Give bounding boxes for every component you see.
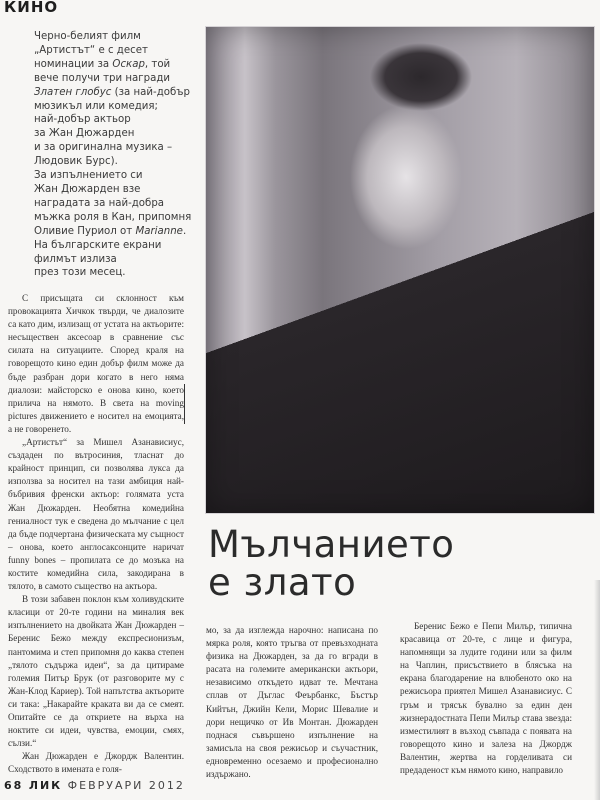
lead-line: за Жан Дюжарден xyxy=(34,128,135,140)
lead-line: Златен глобус (за най-добър xyxy=(34,86,190,98)
paragraph: мо, за да изглежда нарочно: написана по мярка роля, която тръгва от превъзходната физика на Дюжарден, за да го вгради в расата на големите американски актьори, независимо откъдето идват те. Мечтана сплав от Дъглас Феърбанкс, Бъстър Кийтън, Джийн Кели, Морис Шевалие и дори нещичко от Ив Монтан. Дюжарден поднася съвършено изпълнение на замисъла на своя режисьор и съучастник, едновременно осезаемо и професионално издържано. xyxy=(206,625,378,780)
lead-line: най-добър актьор xyxy=(34,114,131,126)
paragraph: Жан Дюжарден е Джордж Валентин. Сходството в имената е голя- xyxy=(8,751,184,775)
section-label: КИНО xyxy=(4,0,59,16)
paragraph: „Артистът“ за Мишел Азанависиус, създаден по вътросиния, тласнат до крайност принцип, си позволява лукса да използва за носител на тази амбиция най-бъбривия френски актьор: голямата уста Жан Дюжарден. Необятна комедийна гениалност тук е сведена до мълчание с цел да бъде подчертана физическата му същност – онова, което англосаксонците наричат funny bones – пропилата се до мозъка на костите комедийна сила, закодирана в тялото, в самото същество на актьора. xyxy=(8,437,184,592)
paragraph: С присъщата си склонност към провокацията Хичкок твърди, че диалозите са като дим, излизащ от устата на актьорите: несъществен аксесоар в сравнение със силата на ситуациите. Според краля на говорещото кино един добър филм може да бъде разбран дори когато в него няма диалози: майсторско е онова кино, което прилича на нямото. В света на moving pictures движението е носител на емоцията, а не говоренето. xyxy=(8,293,184,434)
paragraph: Беренис Бежо е Пепи Милър, типична красавица от 20-те, с лице и фигура, напомнящи за лудите години или за филм на Чаплин, присъствието в блясъка на екрана благодарение на влюбеното око на режисьора приятел Мишел Азанависиус. С гръм и трясък бувално за един ден жизнерадостната Пепи Милър става звезда: изместилият в възход съвпада с появата на говорещото кино и залеза на Джордж Валентин, жертва на горделивата си предаденост към нямото кино, направило xyxy=(400,621,572,776)
lead-line: На българските екрани xyxy=(34,239,162,251)
lead-line: Черно-белият филм xyxy=(34,31,141,42)
magazine-name: ЛИК xyxy=(28,779,63,792)
article-column-3 xyxy=(400,620,572,777)
lead-line: Жан Дюжарден взе xyxy=(34,183,141,195)
lead-line: наградата за най-добра xyxy=(34,197,165,209)
article-column-1 xyxy=(8,292,184,776)
headline-line-2: е злато xyxy=(208,561,357,604)
lead-line: номинации за Оскар, той xyxy=(34,58,171,70)
lead-paragraph xyxy=(34,30,210,280)
article-column-2 xyxy=(206,624,378,781)
lead-line: през този месец. xyxy=(34,267,126,279)
headline-line-1: Мълчанието xyxy=(208,523,455,566)
lead-line: филмът излиза xyxy=(34,253,117,265)
lead-line: мъжка роля в Кан, припомня xyxy=(34,211,192,223)
article-headline xyxy=(208,523,455,604)
lead-line: мюзикъл или комедия; xyxy=(34,100,158,112)
page-number: 68 xyxy=(4,779,24,792)
lead-line: и за оригинална музика – xyxy=(34,142,173,154)
lead-line: За изпълнението си xyxy=(34,170,143,182)
column-rule xyxy=(184,384,185,424)
paragraph: В този забавен поклон към холивудските класици от 20-те години на миналия век изпълнението на двойката Жан Дюжарден – Беренис Бежо между експресионизъм, пантомима и степ припомня до каква степен „тялото съдържа идеи“, за да цитираме големия Питър Брук (от разговорите му с Жан-Клод Кариер). Той напътства актьорите си така: „Накарайте краката ви да се смеят. Опитайте се да откриете на върха на ноктите си идеи, чувства, емоции, смях, сълзи.“ xyxy=(8,594,184,749)
page-edge-shadow xyxy=(594,580,600,800)
page-footer xyxy=(4,779,185,792)
lead-line: Людовик Бурс). xyxy=(34,156,118,168)
film-still-photo xyxy=(205,26,595,514)
lead-line: Оливие Пуриол от Marianne. xyxy=(34,225,187,237)
lead-line: „Артистът“ е с десет xyxy=(34,44,148,56)
issue-date: ФЕВРУАРИ 2012 xyxy=(67,779,185,792)
lead-line: вече получи три награди xyxy=(34,72,170,84)
